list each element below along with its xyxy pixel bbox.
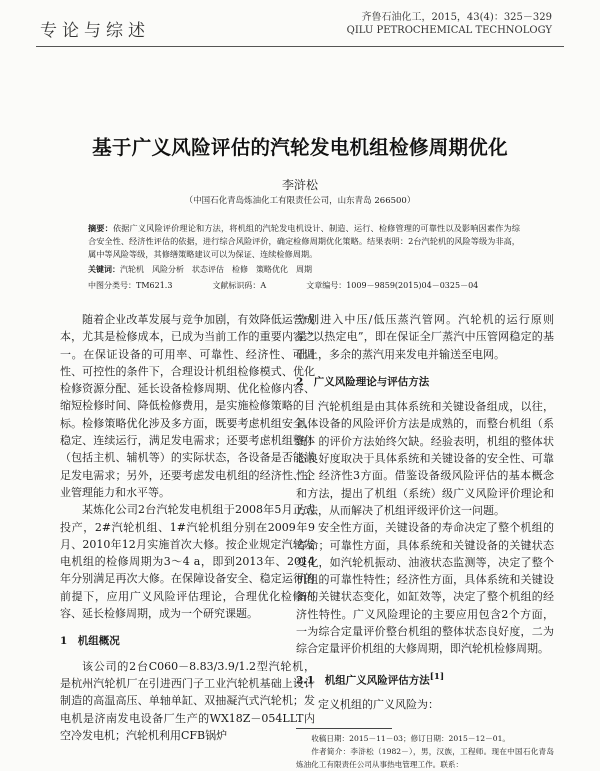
section-heading-2: 2 广义风险理论与评估方法 — [296, 375, 430, 388]
author-name: 李浒松 — [281, 178, 318, 192]
keywords-label: 关键词： — [88, 264, 120, 274]
citation-ref: [1] — [429, 671, 445, 682]
body-right-column — [296, 311, 554, 771]
document-code: 文献标识码：A — [212, 281, 267, 290]
article-number: 文章编号：1009－9859(2015)04－0325－04 — [306, 281, 479, 290]
classification-line — [88, 280, 528, 291]
body-paragraph: 某炼化公司2台汽轮发电机组于2008年5月正式投产，2#汽轮机组、1#汽轮机组分别在2009年9月、2010年12月实施首次大修。按企业规定汽轮发电机组的检修周期为3～4 a，即到2013年、2014年分别满足再次大修。在保障设备安全、稳定运行的前提下，应用广义风险评估理论，合理优化检修内容、延长检修周期，成为一个研究课题。 — [60, 503, 315, 621]
body-paragraph: 定义机组的广义风险为： — [318, 698, 439, 712]
keywords — [88, 264, 528, 275]
section-heading-2-1-text: 2.1 机组广义风险评估方法 — [296, 674, 430, 687]
body-paragraph: 汽轮机组是由其体系统和关键设备组成，以往，具体设备的风险评价方法是成熟的，而整台机组（系统）的评价方法始终欠缺。经验表明，机组的整体状态良好度取决于具体系统和关键设备的安全性、可靠性、经济性3方面。借鉴设备级风险评估的基本概念和方法，提出了机组（系统）级广义风险评价理论和方法，从而解决了机组评级评价这一问题。 — [296, 400, 554, 517]
body-paragraph: 该公司的2台C060－8.83/3.9/1.2型汽轮机，是杭州汽轮机厂在引进西门子工业汽轮机基础上设计制造的高温高压、单轴单缸、双抽凝汽式汽轮机；发电机是济南发电设备厂生产的WX18Z－054LLT内空冷发电机；汽轮机利用CFB锅炉 — [60, 659, 315, 742]
footnote-received: 收稿日期：2015－11－03；修订日期：2015－12－01。 — [311, 733, 510, 743]
keywords-text: 汽轮机 风险分析 状态评估 检修 策略优化 周期 — [120, 265, 312, 274]
body-paragraph: 分别进入中压/低压蒸汽管网。汽轮机的运行原则是“以热定电”，即在保证全厂蒸汽中压管网稳定的基础上，多余的蒸汽用来发电并输送至电网。 — [296, 313, 554, 361]
body-paragraph: 随着企业改革发展与竞争加剧，有效降低运营成本，尤其是检修成本，已成为当前工作的重要内容之一。在保证设备的可用率、可靠性、经济性、可调性、可控性的条件下，合理设计机组检修模式、优化检修资源分配、延长设备检修周期、优化检修内容、缩短检修时间、降低检修费用，是实施检修策略的目标。检修策略优化涉及多方面，既要考虑机组安全、稳定、连续运行，满足发电需求；还要考虑机组整体（包括主机、辅机等）的实际状态，各设备是否能满足发电需求；另外，还要考虑发电机组的经济性、企业管理能力和水平等。 — [60, 313, 315, 499]
journal-citation — [347, 11, 552, 37]
body-left-column — [60, 311, 315, 744]
body-paragraph: 安全性方面，关键设备的寿命决定了整个机组的寿命；可靠性方面，具体系统和关键设备的关键状态变化，如汽轮机振动、油液状态监测等，决定了整个机组的可靠性特性；经济性方面，具体系统和关键设备的关键状态变化，如缸效等，决定了整个机组的经济性特性。广义风险理论的主要应用包含2个方面，一为综合定量评价整台机组的整体状态良好度，二为综合定量评价机组的大修周期，即汽轮机检修周期。 — [296, 521, 554, 656]
abstract-label: 摘要： — [88, 223, 113, 233]
author-affiliation: （中国石化青岛炼油化工有限责任公司，山东青岛 266500） — [184, 196, 416, 206]
footnote-author-bio: 作者简介：李浒松（1982－），男，汉族，工程师。现在中国石化青岛炼油化工有限责任公司从事热电管理工作。联系： — [296, 746, 554, 769]
abstract-text: 依据广义风险评价理论和方法，将机组的汽轮发电机设计、制造、运行、检修管理的可靠性以及影响因素作为综合安全性、经济性评估的依据，进行综合风险评价，确定检修周期优化策略。结果表明：2台汽轮机的风险等级为非高，属中等风险等级，其修缮策略建议可以为保证、连续检修周期。 — [88, 223, 520, 259]
journal-citation-cn: 齐鲁石油化工，2015，43(4)：325－329 — [361, 12, 552, 23]
column-label: 专论与综述 — [40, 21, 150, 41]
clc-number: 中图分类号：TM621.3 — [88, 281, 173, 290]
abstract — [88, 222, 520, 261]
header-divider — [36, 46, 564, 47]
section-heading-2-1 — [296, 669, 554, 690]
journal-citation-en: QILU PETROCHEMICAL TECHNOLOGY — [346, 25, 552, 36]
footnote-divider — [296, 728, 392, 729]
paper-title: 基于广义风险评估的汽轮发电机组检修周期优化 — [92, 136, 508, 159]
section-heading-1: 1 机组概况 — [60, 635, 120, 648]
